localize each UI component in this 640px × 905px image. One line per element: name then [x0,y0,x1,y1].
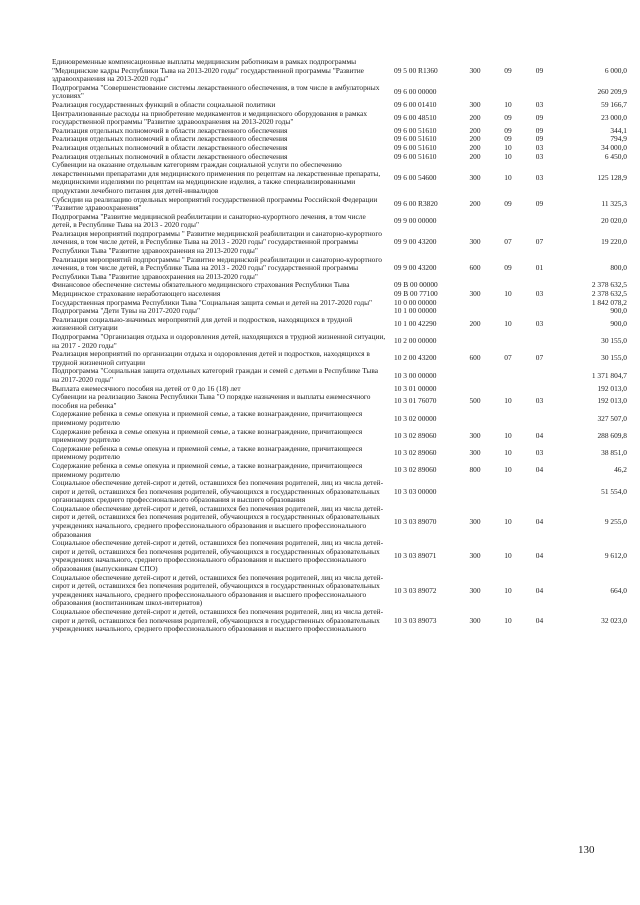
section-code-cell: 09 [504,125,512,135]
subsection-code-cell: 04 [535,551,544,561]
expense-name-cell: Содержание ребенка в семье опекуна и приемной семье, а также вознаграждение, причитающееся приемному родителю [52,409,363,427]
amount-cell: 664,0 [610,585,627,595]
amount-cell: 794,9 [610,134,627,144]
target-article-code-cell: 10 2 00 43200 [394,353,437,363]
expense-type-code-cell: 300 [469,173,481,183]
expense-name-cell: Финансовое обеспечение системы обязательного медицинского страхования Республики Тыва [52,280,350,290]
budget-table-body [52,58,627,634]
expense-name-cell: Выплата ежемесячного пособия на детей от 0 до 16 (18) лет [52,383,241,393]
subsection-code-cell: 09 [535,134,544,144]
amount-cell: 327 507,0 [597,413,627,423]
target-article-code-cell: 10 3 02 89060 [394,465,437,475]
amount-cell: 46,2 [614,465,627,475]
expense-name-cell: Социальное обеспечение детей-сирот и детей, оставшихся без попечения родителей, лиц из числа детей-сирот и детей, оставшихся без попечения родителей, обучающихся в государственных образовательных учреждениях начального, среднего профессионального образования и высшего профессионального образования (воспитанникам школ-интернатов) [52,572,384,608]
section-code-cell: 10 [504,551,512,561]
amount-cell: 800,0 [610,263,627,273]
amount-cell: 1 842 078,2 [591,297,627,307]
amount-cell: 19 220,0 [601,237,627,247]
target-article-code-cell: 09 В 00 00000 [394,280,438,290]
subsection-code-cell: 03 [535,142,544,152]
section-code-cell: 10 [504,615,512,625]
subsection-code-cell: 09 [535,112,544,122]
amount-cell: 59 166,7 [601,99,627,109]
target-article-code-cell: 10 1 00 00000 [394,306,437,316]
amount-cell: 30 155,0 [601,336,627,346]
expense-name-cell: Реализация отдельных полномочий в области лекарственного обеспечения [52,151,288,161]
table-row [52,393,627,410]
expense-type-code-cell: 200 [469,151,481,161]
subsection-code-cell: 03 [535,396,544,406]
section-code-cell: 07 [504,237,512,247]
expense-type-code-cell [460,299,490,308]
target-article-code-cell: 09 В 00 77100 [394,289,438,299]
subsection-code-cell: 03 [535,289,544,299]
subsection-code-cell: 04 [535,516,544,526]
amount-cell: 9 255,0 [604,516,627,526]
table-row [52,539,627,573]
amount-cell: 11 325,3 [601,198,627,208]
section-code-cell [490,307,526,316]
expense-name-cell: Содержание ребенка в семье опекуна и приемной семье, а также вознаграждение, причитающееся приемному родителю [52,460,363,479]
expense-type-code-cell [460,367,490,384]
expense-name-cell: Реализация мероприятий по организации отдыха и оздоровления детей и подростков, находящихся в трудной жизненной ситуации [52,349,370,367]
amount-cell: 125 128,9 [597,173,627,183]
expense-type-code-cell: 200 [469,319,481,329]
expense-name-cell: Социальное обеспечение детей-сирот и детей, оставшихся без попечения родителей, лиц из числа детей-сирот и детей, оставшихся без попечения родителей, обучающихся в государственных образовательных организациях среднего профессионального образования и высшего образования [52,478,384,505]
subsection-code-cell: 04 [535,430,544,440]
section-code-cell: 10 [504,516,512,526]
target-article-code-cell: 09 6 00 51610 [394,125,437,135]
table-row [52,213,627,230]
target-article-code-cell: 10 2 00 00000 [394,336,437,346]
table-row [52,445,627,462]
expense-type-code-cell: 300 [469,516,481,526]
expense-name-cell: Реализация социально-значимых мероприятий для детей и подростков, находящихся в трудной жизненной ситуации [52,314,353,333]
subsection-code-cell [526,410,553,427]
expense-type-code-cell: 300 [469,448,481,458]
expense-type-code-cell [460,410,490,427]
target-article-code-cell: 09 9 00 43200 [394,263,437,273]
table-row [52,196,627,213]
target-article-code-cell: 09 6 00 R3820 [394,198,438,208]
expense-name-cell: Социальное обеспечение детей-сирот и детей, оставшихся без попечения родителей, лиц из числа детей-сирот и детей, оставшихся без попечения родителей, обучающихся в государственных образовательных учреждениях начального, среднего профессионального образования и высшего профессионального образования (выпускникам СПО) [52,538,384,574]
subsection-code-cell [526,213,553,230]
section-code-cell: 10 [504,585,512,595]
expense-name-cell: Социальное обеспечение детей-сирот и детей, оставшихся без попечения родителей, лиц из числа детей-сирот и детей, оставшихся без попечения родителей, обучающихся в государственных образовательных учреждениях начального, среднего профессионального образования и высшего профессионального [52,607,384,634]
expense-type-code-cell: 300 [469,99,481,109]
expense-name-cell: Субвенции на реализацию Закона Республики Тыва "О порядке назначения и выплаты ежемесячного пособия на ребенка" [52,392,371,410]
expense-name-cell: Содержание ребенка в семье опекуна и приемной семье, а также вознаграждение, причитающееся приемному родителю [52,426,363,445]
target-article-code-cell: 10 3 00 00000 [394,370,437,380]
amount-cell: 288 609,8 [597,430,627,440]
subsection-code-cell: 07 [535,237,544,247]
table-row [52,161,627,195]
subsection-code-cell: 09 [535,125,544,135]
target-article-code-cell: 10 3 03 89073 [394,615,437,625]
section-code-cell: 10 [504,430,512,440]
target-article-code-cell: 09 6 00 51610 [394,142,437,152]
table-row [52,84,627,101]
target-article-code-cell: 09 6 00 00000 [394,87,437,97]
section-code-cell: 09 [504,134,512,144]
expense-type-code-cell: 200 [469,142,481,152]
expense-type-code-cell [460,213,490,230]
expense-name-cell: Реализация мероприятий подпрограммы " Развитие медицинской реабилитации и санаторно-курортного лечения, в том числе детей, в Республике Тыва на 2013 - 2020 годы" государственной программы Республики Тыва "Развитие здравоохранения на 2013-2020 годы" [52,254,382,281]
amount-cell: 192 013,0 [597,383,627,393]
amount-cell: 38 851,0 [601,448,627,458]
expense-type-code-cell: 600 [469,353,481,363]
table-row [52,428,627,445]
section-code-cell [490,479,526,505]
section-code-cell [490,84,526,101]
subsection-code-cell [526,299,553,308]
subsection-code-cell: 04 [535,585,544,595]
expense-type-code-cell [460,307,490,316]
expense-name-cell: Реализация отдельных полномочий в области лекарственного обеспечения [52,125,288,135]
table-row [52,58,627,84]
section-code-cell: 09 [504,65,512,75]
subsection-code-cell [526,479,553,505]
expense-type-code-cell: 500 [469,396,481,406]
subsection-code-cell: 03 [535,151,544,161]
table-row [52,110,627,127]
expense-name-cell: Содержание ребенка в семье опекуна и приемной семье, а также вознаграждение, причитающееся приемному родителю [52,443,363,462]
target-article-code-cell: 10 3 01 00000 [394,383,437,393]
expense-type-code-cell: 200 [469,198,481,208]
target-article-code-cell: 10 1 00 42290 [394,319,437,329]
expense-name-cell: Социальное обеспечение детей-сирот и детей, оставшихся без попечения родителей, лиц из числа детей-сирот и детей, оставшихся без попечения родителей, обучающихся в государственных образовательных учреждениях начального, среднего профессионального образования и высшего профессионального образования [52,503,384,539]
subsection-code-cell: 01 [535,263,544,273]
expense-name-cell: Подпрограмма "Организация отдыха и оздоровления детей, находящихся в трудной жизненной ситуации, на 2017 - 2020 годы" [52,332,386,350]
subsection-code-cell: 04 [535,615,544,625]
expense-type-code-cell: 300 [469,615,481,625]
target-article-code-cell: 10 3 02 00000 [394,413,437,423]
subsection-code-cell: 04 [535,465,544,475]
expense-type-code-cell: 200 [469,134,481,144]
subsection-code-cell [526,84,553,101]
expense-type-code-cell: 800 [469,465,481,475]
expense-type-code-cell: 300 [469,585,481,595]
expense-name-cell: Единовременные компенсационные выплаты медицинским работникам в рамках подпрограммы "Медицинские кадры Республики Тыва на 2013-2020 годы" государственной программы "Развитие здравоохранения на 2013-2020 годы" [52,57,364,84]
table-row [52,505,627,539]
subsection-code-cell [526,307,553,316]
amount-cell: 900,0 [610,319,627,329]
expense-type-code-cell: 200 [469,112,481,122]
section-code-cell: 10 [504,289,512,299]
amount-cell: 6 450,0 [604,151,627,161]
target-article-code-cell: 10 3 02 89060 [394,430,437,440]
amount-cell: 34 000,0 [601,142,627,152]
table-row [52,350,627,367]
table-row [52,333,627,350]
amount-cell: 2 378 632,5 [591,289,627,299]
expense-name-cell: Государственная программа Республики Тыва "Социальная защита семьи и детей на 2017-2020 годы" [52,297,373,307]
expense-type-code-cell: 300 [469,289,481,299]
expense-name-cell: Подпрограмма "Развитие медицинской реабилитации и санаторно-курортного лечения, в том числе детей, в Республике Тыва на 2013 - 2020 годы" [52,211,366,230]
target-article-code-cell: 09 6 00 48510 [394,112,437,122]
subsection-code-cell: 07 [535,353,544,363]
target-article-code-cell: 09 6 00 51610 [394,151,437,161]
budget-document [52,58,632,634]
section-code-cell [490,213,526,230]
expense-type-code-cell [460,333,490,350]
expense-name-cell: Субвенции на оказание отдельным категориям граждан социальной услуги по обеспечению лекарственными препаратами для медицинского применения по рецептам на лекарственные препараты, медицинскими изделиями по рецептам на медицинские изделия, а также специализированными продуктами лечебного питания для детей-инвалидов [52,160,381,195]
amount-cell: 9 612,0 [604,551,627,561]
target-article-code-cell: 10 3 03 89070 [394,516,437,526]
subsection-code-cell: 03 [535,173,544,183]
target-article-code-cell: 09 6 00 51610 [394,134,437,144]
expense-name-cell: Реализация отдельных полномочий в области лекарственного обеспечения [52,134,288,144]
expense-type-code-cell: 600 [469,263,481,273]
amount-cell: 20 020,0 [601,215,627,225]
amount-cell: 32 023,0 [601,615,627,625]
section-code-cell: 10 [504,396,512,406]
amount-cell: 1 371 804,7 [591,370,627,380]
expense-name-cell: Централизованные расходы на приобретение медикаментов и медицинского оборудования в рамках государственной программы "Развитие здравоохранения на 2013-2020 годы" [52,108,368,127]
section-code-cell: 07 [504,353,512,363]
target-article-code-cell: 10 3 03 89072 [394,585,437,595]
expense-type-code-cell [460,479,490,505]
subsection-code-cell: 03 [535,99,544,109]
section-code-cell [490,333,526,350]
section-code-cell: 10 [504,448,512,458]
section-code-cell: 09 [504,263,512,273]
target-article-code-cell: 09 5 00 R1360 [394,65,438,75]
subsection-code-cell [526,385,553,394]
amount-cell: 260 209,9 [597,87,627,97]
subsection-code-cell: 03 [535,319,544,329]
expense-name-cell: Субсидии на реализацию отдельных мероприятий государственной программы Российской Федерации "Развитие здравоохранения" [52,194,378,213]
subsection-code-cell [526,367,553,384]
amount-cell: 30 155,0 [601,353,627,363]
section-code-cell: 10 [504,173,512,183]
section-code-cell: 10 [504,151,512,161]
table-row [52,574,627,608]
target-article-code-cell: 10 3 02 89060 [394,448,437,458]
table-row [52,367,627,384]
table-row [52,479,627,505]
expense-type-code-cell: 300 [469,430,481,440]
section-code-cell: 10 [504,142,512,152]
expense-type-code-cell: 300 [469,551,481,561]
section-code-cell: 10 [504,465,512,475]
amount-cell: 2 378 632,5 [591,280,627,290]
target-article-code-cell: 09 6 00 01410 [394,99,437,109]
expense-name-cell: Реализация государственных функций в области социальной политики [52,99,276,109]
target-article-code-cell: 10 3 01 76070 [394,396,437,406]
table-row [52,316,627,333]
section-code-cell [490,299,526,308]
expense-name-cell: Подпрограмма "Совершенствование системы лекарственного обеспечения, в том числе в амбулаторных условиях" [52,82,380,101]
section-code-cell: 09 [504,112,512,122]
section-code-cell [490,367,526,384]
expense-type-code-cell: 200 [469,125,481,135]
target-article-code-cell: 10 3 03 89071 [394,551,437,561]
amount-cell: 51 554,0 [601,486,627,496]
subsection-code-cell: 09 [535,198,544,208]
amount-cell: 6 000,0 [604,65,627,75]
target-article-code-cell: 10 0 00 00000 [394,297,437,307]
expense-name-cell: Подпрограмма "Социальная защита отдельных категорий граждан и семей с детьми в Республике Тыва на 2017-2020 годы" [52,366,379,384]
target-article-code-cell: 09 6 00 54600 [394,173,437,183]
budget-table [52,58,627,634]
target-article-code-cell: 09 9 00 43200 [394,237,437,247]
expense-type-code-cell [460,84,490,101]
amount-cell: 344,1 [610,125,627,135]
table-row [52,462,627,479]
table-row [52,230,627,256]
subsection-code-cell: 03 [535,448,544,458]
amount-cell: 192 013,0 [597,396,627,406]
expense-name-cell: Медицинское страхование неработающего населения [52,289,221,299]
table-row [52,256,627,282]
section-code-cell: 10 [504,99,512,109]
section-code-cell [490,410,526,427]
target-article-code-cell: 09 9 00 00000 [394,215,437,225]
expense-name-cell: Реализация мероприятий подпрограммы " Развитие медицинской реабилитации и санаторно-курортного лечения, в том числе детей, в Республике Тыва на 2013 - 2020 годы" государственной программы Республики Тыва "Развитие здравоохранения на 2013-2020 годы" [52,228,382,256]
expense-type-code-cell: 300 [469,237,481,247]
table-row [52,410,627,427]
section-code-cell [490,385,526,394]
target-article-code-cell: 10 3 03 00000 [394,486,437,496]
expense-type-code-cell [460,385,490,394]
section-code-cell: 09 [504,198,512,208]
page-number: 130 [578,844,595,856]
amount-cell: 23 000,0 [601,112,627,122]
amount-cell: 900,0 [610,306,627,316]
expense-type-code-cell: 300 [469,65,481,75]
section-code-cell: 10 [504,319,512,329]
subsection-code-cell [526,333,553,350]
table-row [52,608,627,634]
expense-name-cell: Подпрограмма "Дети Тувы на 2017-2020 годы" [52,306,200,316]
expense-name-cell: Реализация отдельных полномочий в области лекарственного обеспечения [52,142,288,152]
subsection-code-cell: 09 [535,65,544,75]
